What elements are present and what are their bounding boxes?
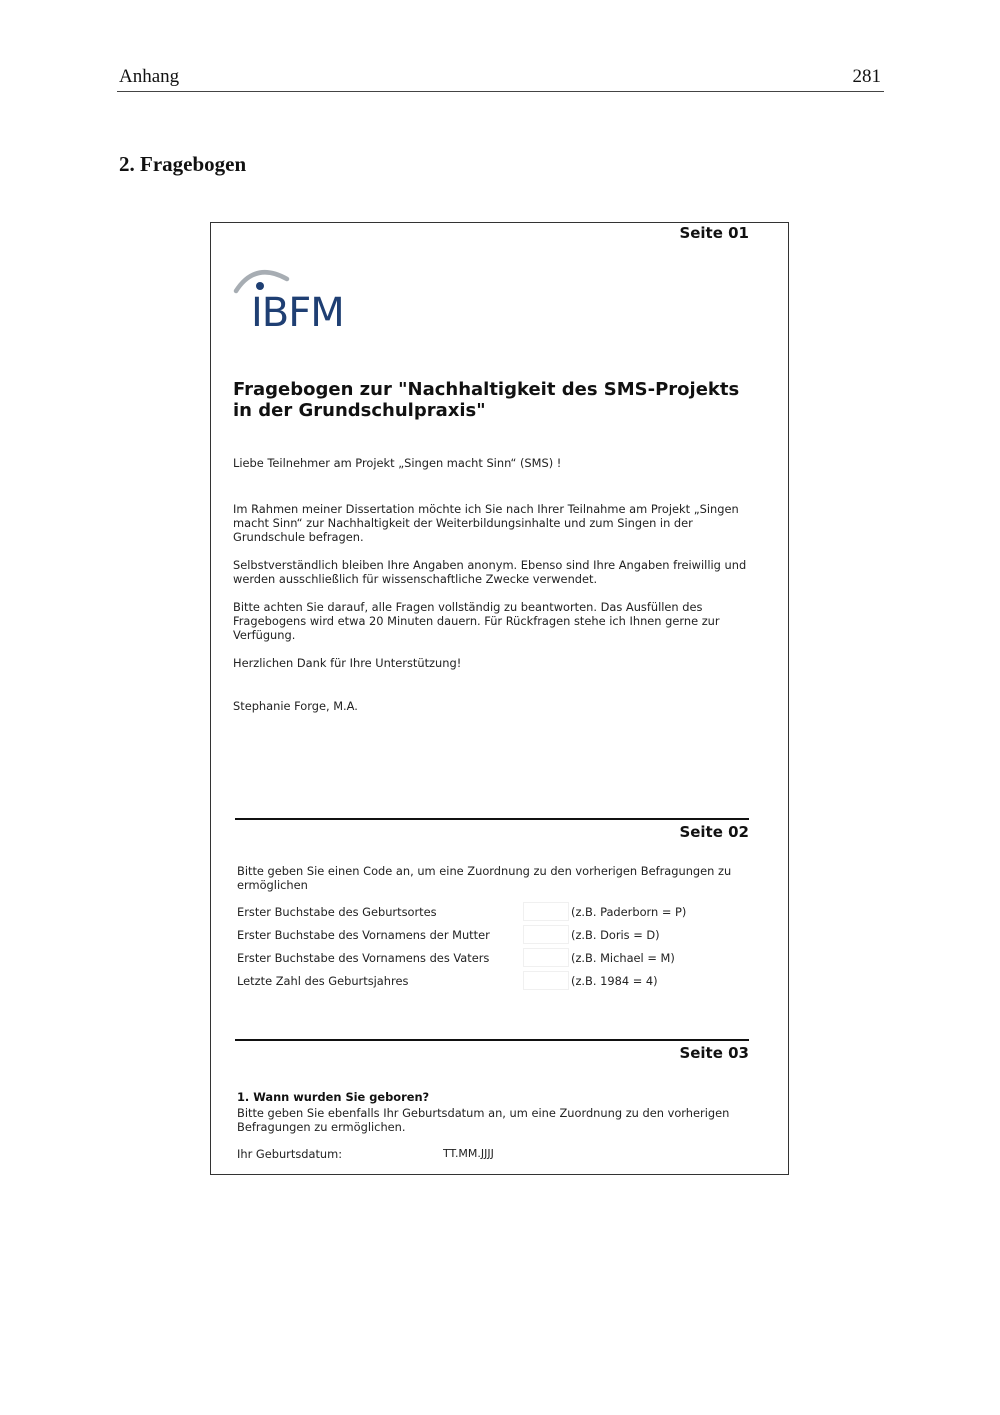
signature-text: Stephanie Forge, M.A. bbox=[233, 699, 358, 713]
code-row-example: (z.B. Michael = M) bbox=[571, 951, 675, 965]
code-input-father[interactable] bbox=[523, 948, 569, 967]
code-row-example: (z.B. Doris = D) bbox=[571, 928, 660, 942]
code-row bbox=[237, 928, 757, 944]
instructions-paragraph: Bitte achten Sie darauf, alle Fragen vollständig zu beantworten. Das Ausfüllen des Fragebogens wird etwa 20 Minuten dauern. Für Rückfragen stehe ich Ihnen gerne zur Verfügung. bbox=[233, 600, 720, 643]
code-row-example: (z.B. 1984 = 4) bbox=[571, 974, 658, 988]
code-intro-text: Bitte geben Sie einen Code an, um eine Zuordnung zu den vorherigen Befragungen zu ermöglichen bbox=[237, 864, 732, 893]
page-label-01: Seite 01 bbox=[679, 224, 749, 242]
birthdate-label: Ihr Geburtsdatum: bbox=[237, 1147, 343, 1161]
svg-text:IBFM: IBFM bbox=[251, 290, 344, 335]
section-title: 2. Fragebogen bbox=[119, 152, 247, 176]
code-row bbox=[237, 974, 757, 990]
birthdate-input[interactable] bbox=[439, 1143, 557, 1163]
code-row bbox=[237, 951, 757, 967]
thanks-text: Herzlichen Dank für Ihre Unterstützung! bbox=[233, 656, 462, 670]
page-label-02: Seite 02 bbox=[679, 823, 749, 841]
code-row-label: Erster Buchstabe des Vornamens des Vaters bbox=[237, 951, 490, 965]
code-row-label: Letzte Zahl des Geburtsjahres bbox=[237, 974, 409, 988]
anonymity-paragraph: Selbstverständlich bleiben Ihre Angaben anonym. Ebenso sind Ihre Angaben freiwillig und werden ausschließlich für wissenschaftliche Zwecke verwendet. bbox=[233, 558, 747, 587]
question-title: 1. Wann wurden Sie geboren? bbox=[237, 1090, 430, 1104]
questionnaire-title: Fragebogen zur "Nachhaltigkeit des SMS-Projekts in der Grundschulpraxis" bbox=[233, 379, 740, 421]
ibfm-logo bbox=[233, 265, 363, 335]
code-input-birthplace[interactable] bbox=[523, 902, 569, 921]
running-header-title: Anhang bbox=[119, 66, 180, 87]
code-input-birthyear[interactable] bbox=[523, 971, 569, 990]
code-row-label: Erster Buchstabe des Geburtsortes bbox=[237, 905, 437, 919]
code-row-example: (z.B. Paderborn = P) bbox=[571, 905, 687, 919]
code-row-label: Erster Buchstabe des Vornamens der Mutter bbox=[237, 928, 490, 942]
page-number: 281 bbox=[852, 66, 881, 87]
page-separator bbox=[235, 1039, 749, 1041]
code-input-mother[interactable] bbox=[523, 925, 569, 944]
code-row bbox=[237, 905, 757, 921]
question-text: Bitte geben Sie ebenfalls Ihr Geburtsdatum an, um eine Zuordnung zu den vorherigen Befragungen zu ermöglichen. bbox=[237, 1106, 730, 1135]
greeting-text: Liebe Teilnehmer am Projekt „Singen macht Sinn“ (SMS) ! bbox=[233, 456, 562, 470]
questionnaire-frame bbox=[210, 222, 789, 1175]
header-rule bbox=[117, 91, 884, 92]
intro-paragraph: Im Rahmen meiner Dissertation möchte ich Sie nach Ihrer Teilnahme am Projekt „Singen macht Sinn“ zur Nachhaltigkeit der Weiterbildungsinhalte und zum Singen in der Grundschule befragen. bbox=[233, 502, 739, 545]
page-separator bbox=[235, 818, 749, 820]
page-label-03: Seite 03 bbox=[679, 1044, 749, 1062]
